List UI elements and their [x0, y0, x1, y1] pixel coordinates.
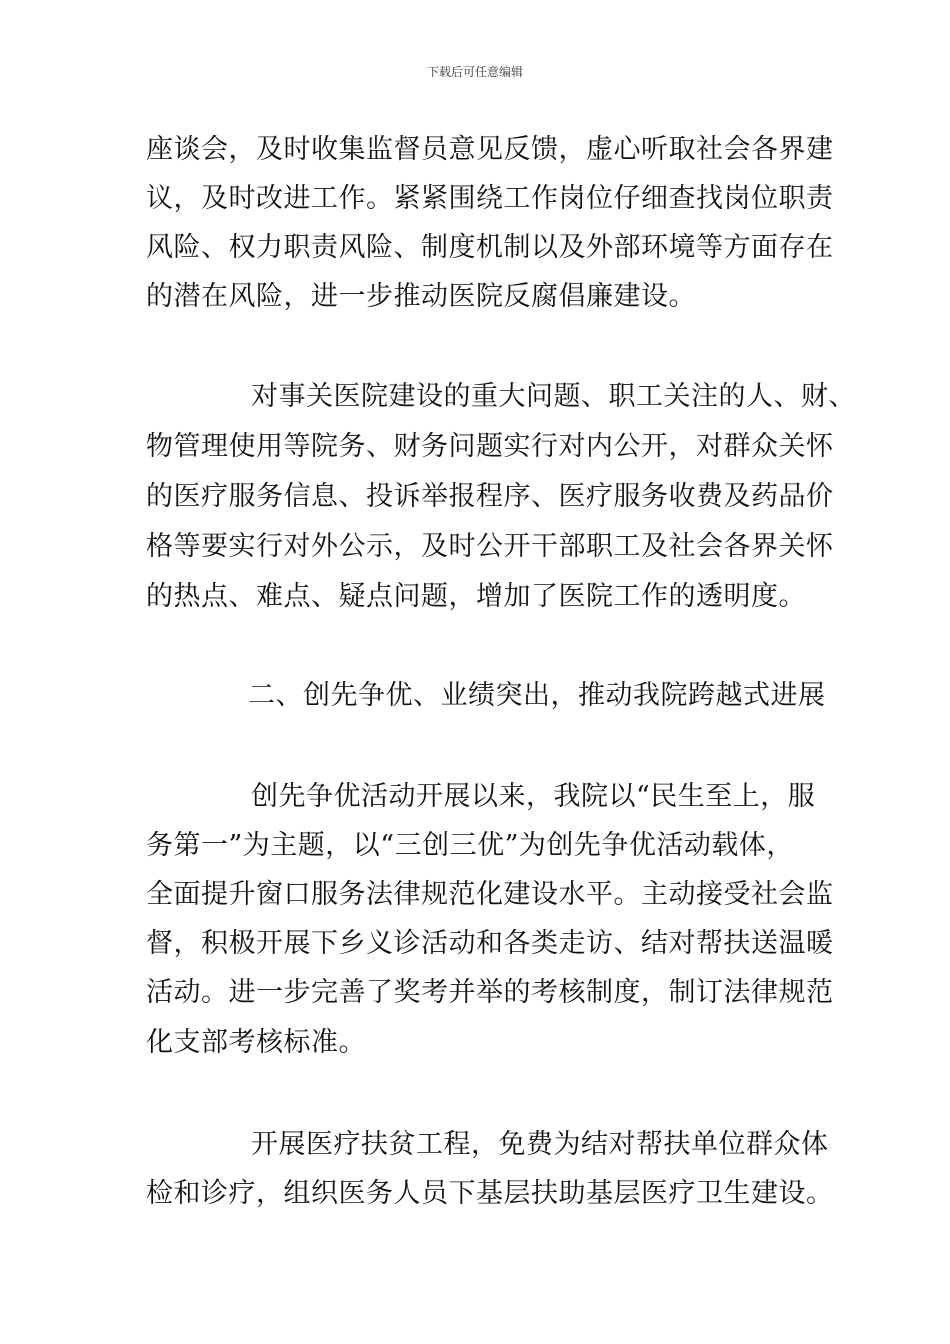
text-line: 座谈会，及时收集监督员意见反馈，虚心听取社会各界建	[146, 134, 834, 165]
section-title: 二、创先争优、业绩突出，推动我院跨越式进展	[248, 680, 826, 711]
text-line: 检和诊疗，组织医务人员下基层扶助基层医疗卫生建设。	[146, 1178, 834, 1209]
text-line: 活动。进一步完善了奖考并举的考核制度，制订法律规范	[146, 977, 834, 1008]
text-line: 物管理使用等院务、财务问题实行对内公开，对群众关怀	[146, 431, 834, 462]
text-line: 对事关医院建设的重大问题、职工关注的人、财、	[251, 381, 856, 412]
text-line: 议，及时改进工作。紧紧围绕工作岗位仔细查找岗位职责	[146, 183, 834, 214]
text-line: 全面提升窗口服务法律规范化建设水平。主动接受社会监	[146, 879, 834, 910]
text-line: 督，积极开展下乡义诊活动和各类走访、结对帮扶送温暖	[146, 928, 834, 959]
text-line: 化支部考核标准。	[146, 1027, 366, 1058]
text-line: 的医疗服务信息、投诉举报程序、医疗服务收费及药品价	[146, 481, 834, 512]
text-line: 风险、权力职责风险、制度机制以及外部环境等方面存在	[146, 232, 834, 263]
text-line: 开展医疗扶贫工程，免费为结对帮扶单位群众体	[251, 1129, 829, 1160]
text-line: 的热点、难点、疑点问题，增加了医院工作的透明度。	[146, 581, 806, 612]
text-line: 务第一”为主题，以“三创三优”为创先争优活动载体，	[146, 830, 794, 861]
text-line: 的潜在风险，进一步推动医院反腐倡廉建设。	[146, 281, 696, 312]
text-line: 格等要实行对外公示，及时公开干部职工及社会各界关怀	[146, 531, 834, 562]
page-header: 下载后可任意编辑	[426, 65, 523, 79]
text-line: 创先争优活动开展以来，我院以“民生至上，服	[251, 781, 816, 812]
